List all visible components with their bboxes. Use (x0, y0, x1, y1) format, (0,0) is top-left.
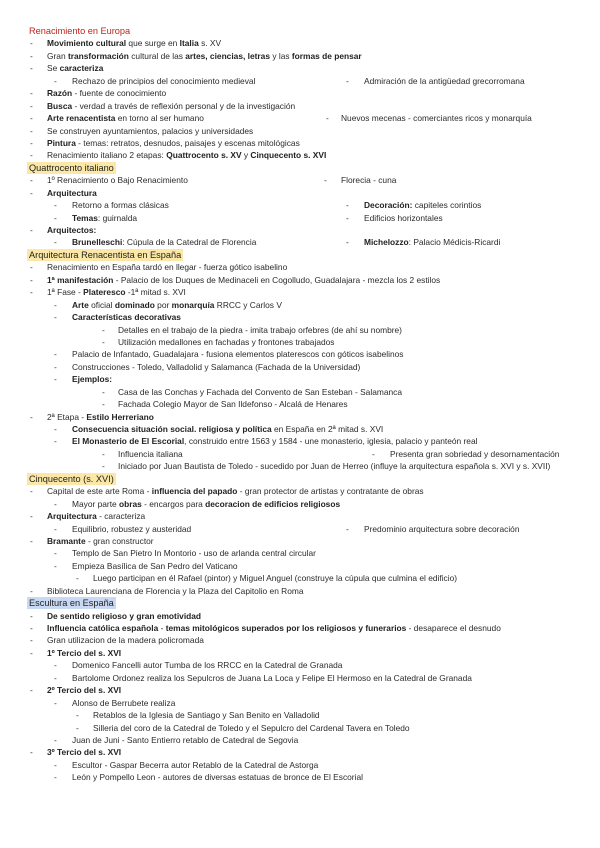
list-item: - Arte oficial dominado por monarquía RRCC y Carlos V (54, 299, 282, 310)
list-item: - Arte renacentista en torno al ser humano - Nuevos mecenas - comerciantes ricos y monarquía (30, 113, 532, 124)
list-item: - Consecuencia situación social. religiosa y política en España en 2ª mitad s. XVI (54, 424, 384, 434)
section-heading-escultura-espana: Escultura en España (29, 598, 114, 609)
list-item: - Se construyen ayuntamientos, palacios y universidades (30, 125, 254, 136)
list-item: - 2º Tercio del s. XVI (30, 685, 122, 696)
list-item: - Silleria del coro de la Catedral de Toledo y el Sepulcro del Cardenal Tavera en Toledo (76, 722, 410, 733)
list-item: - Gran utilizacion de la madera policromada (30, 635, 204, 646)
list-item: - Casa de las Conchas y Fachada del Convento de San Esteban - Salamanca (102, 386, 402, 397)
list-item: - Razón - fuente de conocimiento (30, 88, 167, 99)
list-item: - Influencia católica española - temas mitológicos superados por los religiosos y funerarios - desaparece el desnudo (30, 623, 501, 633)
list-item: - Renacimiento italiano 2 etapas: Quattrocento s. XV y Cinquecento s. XVI (30, 150, 327, 161)
list-item: - Detalles en el trabajo de la piedra - imita trabajo orfebres (de ahí su nombre) (102, 324, 402, 335)
list-item: - Temas: guirnalda - Edificios horizontales (54, 212, 443, 223)
list-item: - Arquitectos: (30, 225, 97, 235)
list-item: - Palacio de Infantado, Guadalajara - fusiona elementos platerescos con góticos isabelinos (54, 349, 404, 360)
list-item: - 2ª Etapa - Estilo Herreriano (30, 411, 154, 422)
list-item: - Arquitectura (30, 187, 97, 198)
list-item: - Empieza Basílica de San Pedro del Vaticano (54, 560, 238, 571)
list-item: - 1º Renacimiento o Bajo Renacimiento - Florecia - cuna (30, 175, 397, 186)
list-item: - Gran transformación cultural de las artes, ciencias, letras y las formas de pensar (30, 50, 362, 61)
list-item: - Bramante - gran constructor (30, 535, 154, 546)
list-item: - 1ª manifestación - Palacio de los Duques de Medinaceli en Cogolludo, Guadalajara - mezcla los 2 estilos (30, 274, 441, 285)
list-item: - 1º Tercio del s. XVI (30, 647, 122, 658)
section-heading-renacimiento-europa: Renacimiento en Europa (29, 26, 131, 36)
list-item: - Iniciado por Juan Bautista de Toledo - sucedido por Juan de Herreo (influye la arquitectura española s. XVI y s. XVII) (102, 461, 551, 472)
list-item: - Luego participan en él Rafael (pintor) y Miguel Anguel (construye la cúpula que culmina el edificio) (76, 573, 458, 584)
list-item: - Influencia italiana - Presenta gran sobriedad y desornamentación (102, 448, 560, 459)
list-item: - Fachada Colegio Mayor de San Ildefonso - Alcalá de Henares (102, 399, 348, 410)
list-item: - Templo de San Pietro In Montorio - uso de arlanda central circular (54, 548, 316, 559)
list-item: - Retorno a formas clásicas - Decoración: capiteles corintios (54, 200, 482, 211)
list-item: - Se caracteriza (30, 63, 104, 74)
list-item: - Movimiento cultural que surge en Italia s. XV (30, 38, 222, 49)
list-item: - Construcciones - Toledo, Valladolid y Salamanca (Fachada de la Universidad) (54, 361, 361, 372)
list-item: - Ejemplos: (54, 374, 113, 385)
list-item: - León y Pompello Leon - autores de diversas estatuas de bronce de El Escorial (54, 772, 363, 783)
list-item: - 1ª Fase - Plateresco -1ª mitad s. XVI (30, 287, 186, 298)
list-item: - De sentido religioso y gran emotividad (30, 610, 202, 621)
list-item: - Utilización medallones en fachadas y frontones trabajados (102, 336, 335, 347)
list-item: - Capital de este arte Roma - influencia del papado - gran protector de artistas y contratante de obras (30, 486, 424, 497)
list-item: - Arquitectura - caracteriza (30, 511, 146, 522)
list-item: - Busca - verdad a través de reflexión personal y de la investigación (30, 100, 296, 111)
section-heading-quattrocento: Quattrocento italiano (29, 162, 114, 173)
list-item: - Mayor parte obras - encargos para decoracion de edificios religiosos (54, 498, 341, 509)
list-item: - Juan de Juni - Santo Entierro retablo de Catedral de Segovia (54, 734, 299, 745)
section-heading-arquitectura-espana: Arquitectura Renacentista en España (29, 249, 182, 260)
list-item: - Rechazo de principios del conocimiento medieval - Admiración de la antigüedad grecorromana (54, 75, 525, 86)
section-heading-cinquecento: Cinquecento (s. XVI) (29, 473, 114, 484)
list-item: - El Monasterio de El Escorial, construido entre 1563 y 1584 - une monasterio, iglesia, palacio y panteón real (54, 436, 478, 447)
list-item: - Retablos de la Iglesia de Santiago y San Benito en Valladolid (76, 710, 320, 721)
list-item: - Brunelleschi: Cúpula de la Catedral de Florencia - Michelozzo: Palacio Médicis-Ricardi (54, 237, 501, 248)
list-item: - Domenico Fancelli autor Tumba de los RRCC en la Catedral de Granada (54, 660, 343, 671)
list-item: - Escultor - Gaspar Becerra autor Retablo de la Catedral de Astorga (54, 759, 319, 770)
list-item: - Equilibrio, robustez y austeridad - Predominio arquitectura sobre decoración (54, 523, 520, 534)
list-item: - Alonso de Berrubete realiza (54, 697, 176, 708)
list-item: - Biblioteca Laurenciana de Florencia y la Plaza del Capitolio en Roma (30, 585, 304, 596)
list-item: - 3º Tercio del s. XVI (30, 747, 122, 758)
list-item: - Características decorativas (54, 312, 181, 323)
list-item: - Pintura - temas: retratos, desnudos, paisajes y escenas mitológicas (30, 137, 300, 148)
list-item: - Renacimiento en España tardó en llegar - fuerza gótico isabelino (30, 262, 288, 273)
list-item: - Bartolome Ordonez realiza los Sepulcros de Juana La Loca y Felipe El Hermoso en la Catedral de Granada (54, 672, 472, 683)
